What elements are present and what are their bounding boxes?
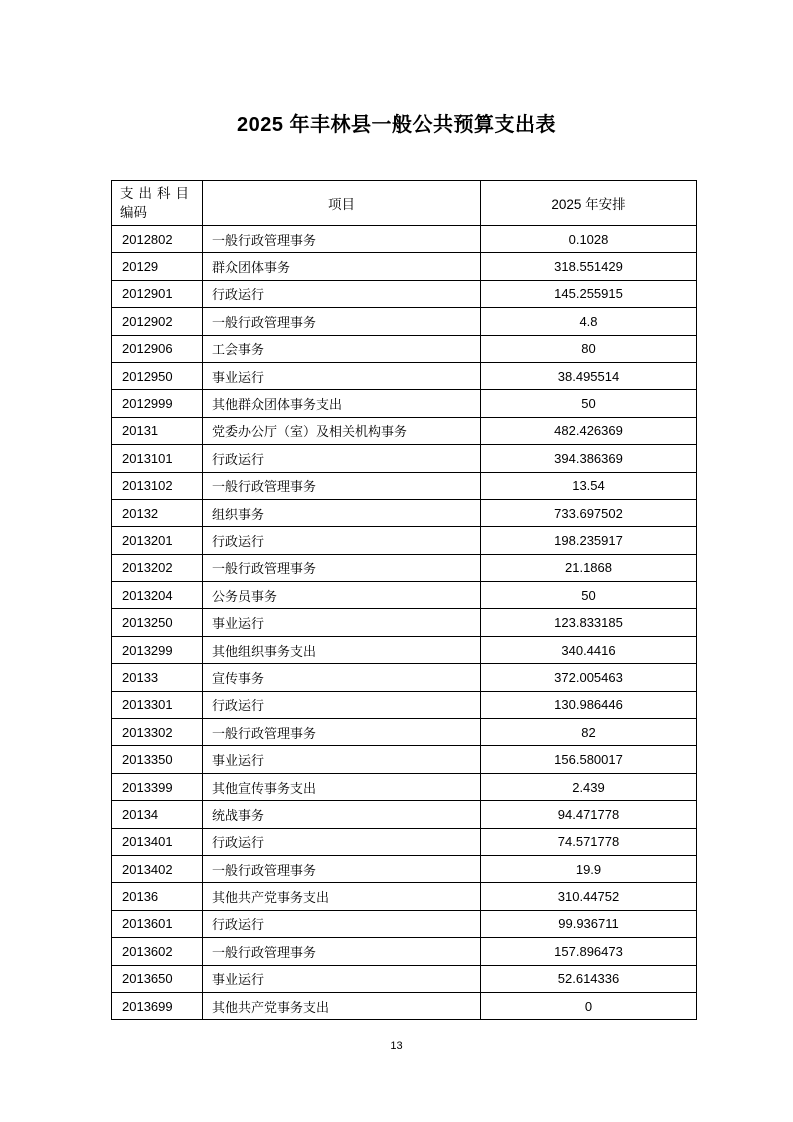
cell-code: 2013302	[112, 719, 203, 746]
cell-code: 2013402	[112, 855, 203, 882]
cell-code: 2013602	[112, 938, 203, 965]
table-row	[112, 472, 697, 499]
cell-amount: 50	[481, 390, 697, 417]
cell-code: 20134	[112, 801, 203, 828]
cell-amount: 0.1028	[481, 226, 697, 253]
cell-amount: 2.439	[481, 773, 697, 800]
cell-code: 20129	[112, 253, 203, 280]
cell-code: 2013399	[112, 773, 203, 800]
cell-amount: 19.9	[481, 855, 697, 882]
cell-item: 一般行政管理事务	[203, 855, 481, 882]
cell-amount: 21.1868	[481, 554, 697, 581]
cell-amount: 340.4416	[481, 636, 697, 663]
table-row	[112, 691, 697, 718]
cell-amount: 82	[481, 719, 697, 746]
cell-amount: 394.386369	[481, 445, 697, 472]
cell-item: 行政运行	[203, 910, 481, 937]
cell-item: 其他宣传事务支出	[203, 773, 481, 800]
table-row	[112, 636, 697, 663]
cell-amount: 123.833185	[481, 609, 697, 636]
cell-amount: 310.44752	[481, 883, 697, 910]
cell-code: 2013350	[112, 746, 203, 773]
cell-item: 一般行政管理事务	[203, 719, 481, 746]
cell-item: 宣传事务	[203, 664, 481, 691]
cell-code: 2013299	[112, 636, 203, 663]
cell-item: 事业运行	[203, 746, 481, 773]
table-row	[112, 609, 697, 636]
table-header	[112, 181, 697, 226]
table-row	[112, 390, 697, 417]
cell-code: 20131	[112, 417, 203, 444]
table-body	[112, 226, 697, 1020]
cell-code: 2013102	[112, 472, 203, 499]
table-row	[112, 362, 697, 389]
table-row	[112, 992, 697, 1019]
cell-code: 2013601	[112, 910, 203, 937]
page-title: 2025 年丰林县一般公共预算支出表	[236, 114, 557, 136]
cell-item: 其他共产党事务支出	[203, 992, 481, 1019]
cell-item: 事业运行	[203, 362, 481, 389]
cell-amount: 38.495514	[481, 362, 697, 389]
cell-code: 2013101	[112, 445, 203, 472]
cell-amount: 80	[481, 335, 697, 362]
table-row	[112, 308, 697, 335]
cell-amount: 0	[481, 992, 697, 1019]
cell-code: 2012901	[112, 280, 203, 307]
header-cell-item: 项目	[203, 181, 481, 226]
cell-item: 工会事务	[203, 335, 481, 362]
cell-item: 其他共产党事务支出	[203, 883, 481, 910]
cell-code: 2013204	[112, 582, 203, 609]
header-row	[112, 181, 697, 226]
table-row	[112, 280, 697, 307]
table-row	[112, 554, 697, 581]
table-row	[112, 910, 697, 937]
cell-code: 20133	[112, 664, 203, 691]
header-code-line1: 支出科目	[120, 186, 194, 201]
cell-item: 行政运行	[203, 445, 481, 472]
cell-amount: 482.426369	[481, 417, 697, 444]
cell-code: 2013401	[112, 828, 203, 855]
cell-item: 行政运行	[203, 280, 481, 307]
cell-amount: 372.005463	[481, 664, 697, 691]
cell-item: 一般行政管理事务	[203, 938, 481, 965]
table-row	[112, 445, 697, 472]
cell-code: 2013201	[112, 527, 203, 554]
cell-amount: 4.8	[481, 308, 697, 335]
cell-item: 公务员事务	[203, 582, 481, 609]
cell-item: 一般行政管理事务	[203, 554, 481, 581]
cell-code: 2013650	[112, 965, 203, 992]
cell-code: 2013699	[112, 992, 203, 1019]
cell-item: 行政运行	[203, 828, 481, 855]
table-row	[112, 226, 697, 253]
cell-item: 行政运行	[203, 691, 481, 718]
header-code-line2: 编码	[120, 205, 147, 220]
table-row	[112, 883, 697, 910]
cell-code: 2013250	[112, 609, 203, 636]
cell-amount: 198.235917	[481, 527, 697, 554]
table-row	[112, 253, 697, 280]
cell-code: 2013301	[112, 691, 203, 718]
table-row	[112, 938, 697, 965]
header-cell-amount: 2025 年安排	[481, 181, 697, 226]
cell-amount: 94.471778	[481, 801, 697, 828]
table-row	[112, 335, 697, 362]
budget-table	[111, 180, 697, 1020]
cell-code: 2012999	[112, 390, 203, 417]
cell-amount: 318.551429	[481, 253, 697, 280]
cell-item: 组织事务	[203, 499, 481, 526]
table-row	[112, 582, 697, 609]
cell-item: 党委办公厅（室）及相关机构事务	[203, 417, 481, 444]
cell-code: 2013202	[112, 554, 203, 581]
header-cell-code	[112, 181, 203, 226]
cell-amount: 52.614336	[481, 965, 697, 992]
table-row	[112, 664, 697, 691]
cell-item: 其他组织事务支出	[203, 636, 481, 663]
table-row	[112, 527, 697, 554]
cell-code: 20136	[112, 883, 203, 910]
cell-item: 其他群众团体事务支出	[203, 390, 481, 417]
cell-amount: 157.896473	[481, 938, 697, 965]
cell-amount: 145.255915	[481, 280, 697, 307]
cell-code: 2012906	[112, 335, 203, 362]
cell-item: 一般行政管理事务	[203, 472, 481, 499]
cell-item: 群众团体事务	[203, 253, 481, 280]
cell-item: 行政运行	[203, 527, 481, 554]
table-row	[112, 773, 697, 800]
cell-item: 统战事务	[203, 801, 481, 828]
table-row	[112, 855, 697, 882]
table-row	[112, 417, 697, 444]
cell-amount: 156.580017	[481, 746, 697, 773]
cell-amount: 99.936711	[481, 910, 697, 937]
cell-amount: 130.986446	[481, 691, 697, 718]
page-number: 13	[390, 1040, 403, 1052]
cell-item: 一般行政管理事务	[203, 226, 481, 253]
cell-code: 20132	[112, 499, 203, 526]
table-row	[112, 719, 697, 746]
cell-amount: 50	[481, 582, 697, 609]
cell-code: 2012902	[112, 308, 203, 335]
table-row	[112, 828, 697, 855]
table-row	[112, 801, 697, 828]
cell-code: 2012950	[112, 362, 203, 389]
cell-amount: 733.697502	[481, 499, 697, 526]
cell-item: 事业运行	[203, 965, 481, 992]
cell-item: 事业运行	[203, 609, 481, 636]
cell-amount: 13.54	[481, 472, 697, 499]
table-row	[112, 965, 697, 992]
table-row	[112, 746, 697, 773]
cell-code: 2012802	[112, 226, 203, 253]
table-row	[112, 499, 697, 526]
cell-item: 一般行政管理事务	[203, 308, 481, 335]
cell-amount: 74.571778	[481, 828, 697, 855]
